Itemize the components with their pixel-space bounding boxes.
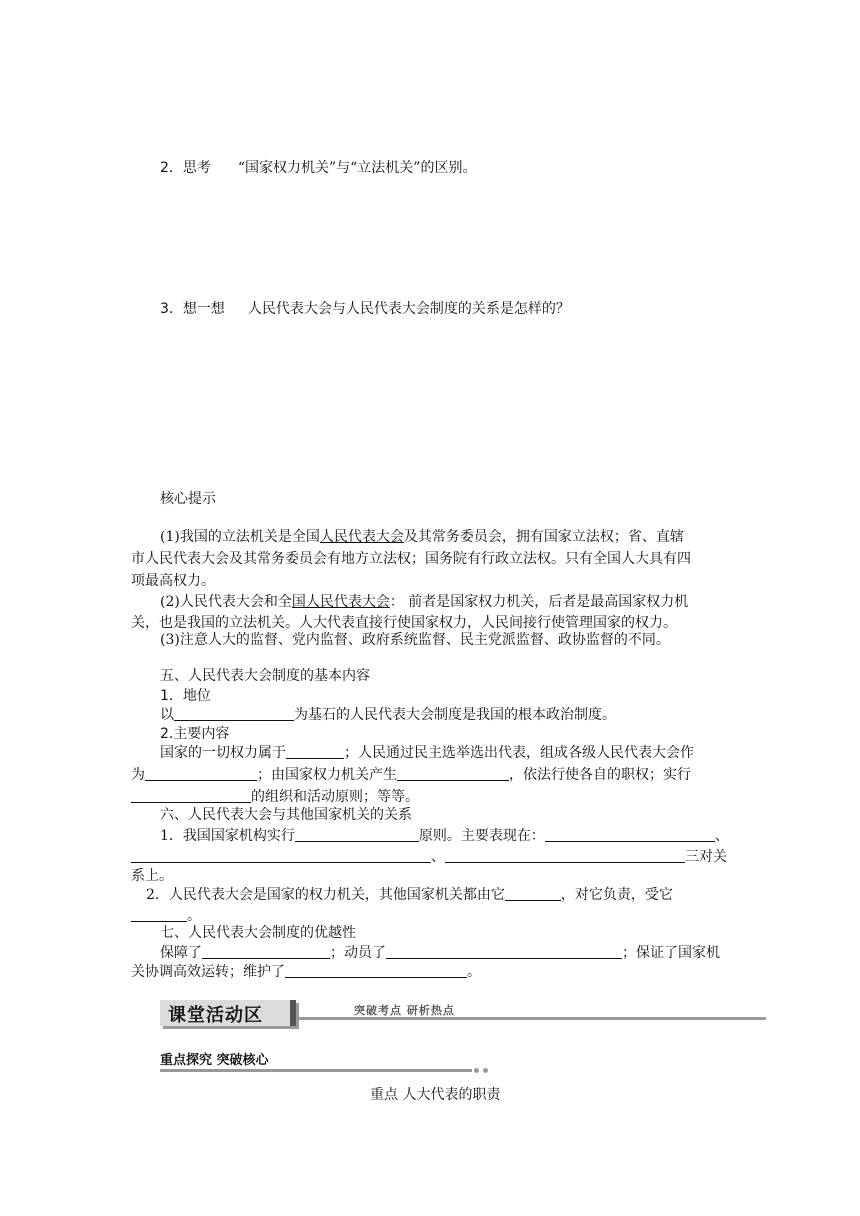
core-hint-1-line-3: 项最高权力。 [131, 573, 215, 589]
s6-l1-text-a: 1．我国国家机构实行 [160, 828, 295, 844]
s6-l5-text: 。 [187, 908, 201, 924]
core-hint-2-line-1 [160, 592, 688, 612]
blank-field[interactable] [131, 847, 431, 863]
s6-l2-text-a: 、 [431, 849, 445, 865]
core-hint-title: 核心提示 [160, 491, 216, 507]
s5-l2-text-a: 国家的一切权力属于 [160, 745, 286, 761]
sub-banner-title: 重点探究 突破核心 [160, 1053, 269, 1068]
focus-title: 重点 人大代表的职责 [370, 1087, 501, 1103]
s7-l2-text-a: 关协调高效运转；维护了 [131, 964, 285, 980]
section-5-line-3 [131, 765, 691, 785]
section-5-heading-1: 1．地位 [160, 688, 211, 704]
section-6-title: 六、人民代表大会与其他国家机关的关系 [160, 807, 412, 823]
section-6-line-1 [160, 826, 729, 846]
blank-field[interactable] [285, 962, 467, 978]
blank-field[interactable] [145, 765, 257, 781]
question-2 [160, 158, 476, 178]
section-6-line-4 [146, 885, 673, 905]
question-3-text: 人民代表大会与人民代表大会制度的关系是怎样的？ [247, 301, 570, 317]
blank-field[interactable] [131, 906, 187, 922]
question-3 [160, 299, 570, 319]
question-3-number: 3．想一想 [160, 301, 225, 317]
sub-banner-rule [160, 1069, 472, 1072]
section-5-line-2 [160, 743, 694, 763]
core-hint-1-underlined: 人民代表大会 [319, 529, 404, 545]
s6-l1-text-c: 、 [714, 828, 729, 844]
s7-l2-text-b: 。 [467, 964, 481, 980]
section-7-line-2 [131, 962, 481, 982]
s7-l1-text-a: 保障了 [160, 945, 202, 961]
s5-l2-text-b: ；人民通过民主选举选出代表，组成各级人民代表大会作 [344, 745, 694, 761]
core-hint-2-text-b: ： 前者是国家权力机关，后者是最高国家权力机 [389, 594, 689, 610]
s6-l4-text-b: ，对它负责，受它 [560, 887, 673, 903]
s6-l4-text-a: 2．人民代表大会是国家的权力机关，其他国家机关都由它 [146, 887, 505, 903]
section-6-line-2 [131, 847, 727, 867]
section-6-line-3: 系上。 [131, 868, 173, 884]
blank-field[interactable] [445, 847, 685, 863]
s5-l4-text: 的组织和活动原则；等等。 [251, 789, 419, 805]
core-hint-1-line-1 [160, 527, 684, 547]
blank-field[interactable] [545, 826, 715, 842]
section-5-line-1 [160, 705, 616, 725]
blank-field[interactable] [131, 787, 251, 803]
s5-l3-text-b: ；由国家权力机关产生 [257, 767, 397, 783]
section-5-line-4 [131, 787, 419, 807]
section-5-title: 五、人民代表大会制度的基本内容 [160, 668, 370, 684]
blank-field[interactable] [295, 826, 419, 842]
section-5-heading-2: 2.主要内容 [160, 726, 230, 742]
blank-field[interactable] [202, 943, 330, 959]
blank-field[interactable] [174, 705, 294, 721]
sub-banner-dot [474, 1068, 479, 1073]
section-7-title: 七、人民代表大会制度的优越性 [160, 925, 356, 941]
blank-field[interactable] [505, 885, 561, 901]
core-hint-1-text-b: 及其常务委员会，拥有国家立法权；省、直辖 [403, 529, 684, 545]
core-hint-1-text-a: (1)我国的立法机关是全国 [160, 529, 320, 545]
s6-l1-text-b: 原则。主要表现在： [418, 828, 545, 844]
blank-field[interactable] [397, 765, 509, 781]
blank-field[interactable] [286, 743, 344, 759]
question-2-number: 2．思考 [160, 160, 211, 176]
section-banner-subtitle: 突破考点 研析热点 [354, 1004, 455, 1017]
core-hint-3: (3)注意人大的监督、党内监督、政府系统监督、民主党派监督、政协监督的不同。 [160, 632, 670, 648]
question-2-text: “国家权力机关”与“立法机关”的区别。 [237, 160, 477, 176]
s5-l1-text-b: 为基石的人民代表大会制度是我国的根本政治制度。 [294, 707, 616, 723]
core-hint-2-line-2: 关，也是我国的立法机关。人大代表直接行使国家权力，人民间接行使管理国家的权力。 [131, 615, 677, 631]
s7-l1-text-c: ；保证了国家机 [622, 945, 720, 961]
s7-l1-text-b: ；动员了 [330, 945, 386, 961]
section-7-line-1 [160, 943, 720, 963]
s5-l3-text-c: ，依法行使各自的职权；实行 [509, 767, 691, 783]
sub-banner-dot [483, 1068, 488, 1073]
section-banner-title: 课堂活动区 [168, 1005, 263, 1026]
s5-l1-text-a: 以 [160, 707, 174, 723]
core-hint-2-text-a: (2)人民代表大会和全 [160, 594, 292, 610]
blank-field[interactable] [386, 943, 622, 959]
core-hint-1-line-2: 市人民代表大会及其常务委员会有地方立法权；国务院有行政立法权。只有全国人大具有四 [131, 551, 691, 567]
core-hint-2-underlined: 国人民代表大会 [291, 594, 390, 610]
s6-l2-text-b: 三对关 [685, 849, 727, 865]
s5-l3-text-a: 为 [131, 767, 145, 783]
